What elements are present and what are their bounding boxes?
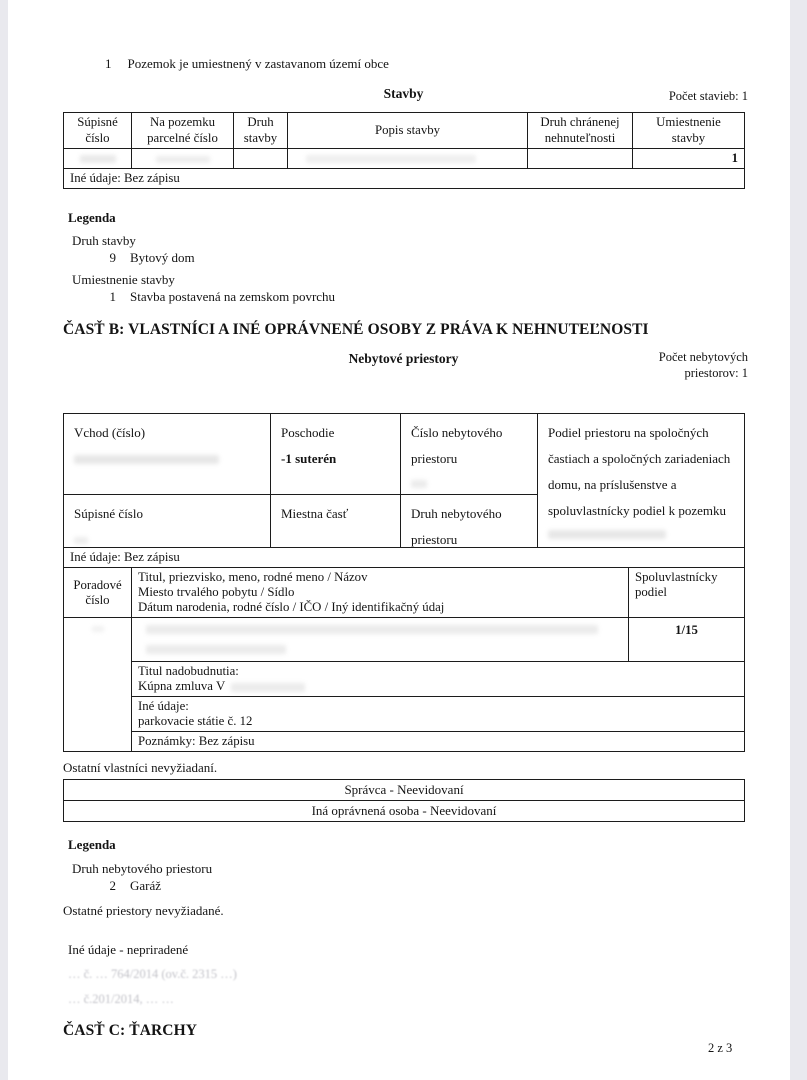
col-umiestnenie-stavby: Umiestnenie stavby <box>633 113 745 149</box>
unassigned-faded-line1: … č. … 764/2014 (ov.č. 2315 …) <box>68 967 237 981</box>
owner-header-line3: Dátum narodenia, rodné číslo / IČO / Iný identifikačný údaj <box>138 600 445 615</box>
unassigned-label: Iné údaje - nepriradené <box>68 942 189 957</box>
redacted-text <box>231 683 305 692</box>
col-spoluvlastnicky-podiel: Spoluvlastnícky podiel <box>629 568 745 618</box>
nebytove-title: Nebytové priestory <box>348 351 459 366</box>
titul-label: Titul nadobudnutia: <box>138 664 239 679</box>
owner-row <box>64 618 745 662</box>
stavby-count: Počet stavieb: 1 <box>668 89 748 103</box>
vchod-label: Vchod (číslo) <box>74 425 146 440</box>
redacted-text <box>548 530 666 539</box>
col-druh-chranenej: Druh chránenej nehnuteľnosti <box>528 113 633 149</box>
cell-supisne-redacted <box>64 149 132 169</box>
col-druh-stavby: Druh stavby <box>234 113 288 149</box>
col-parcelne-cislo: Na pozemku parcelné číslo <box>132 113 234 149</box>
intro-text: Pozemok je umiestnený v zastavanom území obce <box>127 56 389 71</box>
intro-line <box>105 56 389 73</box>
cell-parcelne-redacted <box>132 149 234 169</box>
legend1-group2-item <box>106 289 335 306</box>
titul-nadobudnutia-cell <box>132 662 745 697</box>
document-page <box>8 0 790 1080</box>
legend1-title: Legenda <box>68 210 116 225</box>
part-b-heading: ČASŤ B: VLASTNÍCI A INÉ OPRÁVNENÉ OSOBY Z PRÁVA K NEHNUTEĽNOSTI <box>63 321 649 338</box>
titul-value-prefix: Kúpna zmluva V <box>138 679 226 694</box>
spravca-table <box>63 779 745 822</box>
stavby-ine-udaje-row <box>64 169 745 189</box>
ina-osoba-row: Iná oprávnená osoba - Neevidovaní <box>64 801 745 822</box>
cislo-priestoru-cell <box>401 414 538 495</box>
col-popis-stavby: Popis stavby <box>288 113 528 149</box>
owner-header-line1: Titul, priezvisko, meno, rodné meno / Názov <box>138 570 368 584</box>
owner-podiel-value: 1/15 <box>629 618 745 662</box>
legend2-item <box>106 878 161 895</box>
cell-druh-redacted <box>234 149 288 169</box>
legend1-group1-label: Druh stavby <box>72 233 136 248</box>
redacted-text <box>146 625 598 634</box>
cell-popis-redacted <box>288 149 528 169</box>
legend1-group1-item <box>106 250 195 267</box>
poradove-cislo-cell <box>64 618 132 752</box>
legend2-group-label: Druh nebytového priestoru <box>72 861 213 876</box>
poschodie-label: Poschodie <box>281 425 335 440</box>
redacted-text <box>74 455 219 464</box>
owner-ine-udaje-value: parkovacie státie č. 12 <box>138 714 253 729</box>
ostatne-priestory-note: Ostatné priestory nevyžiadané. <box>63 903 224 918</box>
redacted-text <box>146 645 286 654</box>
stavby-table-header <box>64 113 745 149</box>
druh-priestoru-label: Druh nebytového priestoru <box>411 506 502 547</box>
redacted-text <box>411 480 427 488</box>
stavby-table <box>63 112 745 189</box>
unit-ine-udaje: Iné údaje: Bez zápisu <box>64 548 745 568</box>
legend1-group2-label: Umiestnenie stavby <box>72 272 175 287</box>
miestna-label: Miestna časť <box>281 506 349 521</box>
legend-code: 1 <box>109 289 116 304</box>
legend-code: 9 <box>109 250 116 265</box>
unassigned-faded-line2: … č.201/2014, … … <box>68 992 174 1006</box>
part-c-heading: ČASŤ C: ŤARCHY <box>63 1022 198 1039</box>
owners-table <box>63 547 745 752</box>
col-poradove-cislo: Poradové číslo <box>64 568 132 618</box>
legend-text: Garáž <box>130 878 162 893</box>
owner-ine-udaje-label: Iné údaje: <box>138 699 189 714</box>
titul-value <box>138 679 738 694</box>
poschodie-value: -1 suterén <box>281 451 337 466</box>
vchod-cell <box>64 414 271 495</box>
owner-header-line2: Miesto trvalého pobytu / Sídlo <box>138 585 295 600</box>
podiel-label: Podiel priestoru na spoločných častiach a spoločných zariadeniach domu, na príslušenstve a spoluvlastnícky podiel k pozemku <box>548 425 731 518</box>
cell-umiestnenie-value: 1 <box>633 149 745 169</box>
nebytove-count: Počet nebytových priestorov: 1 <box>658 350 748 381</box>
legend-text: Stavba postavená na zemskom povrchu <box>130 289 336 304</box>
owner-identity-redacted <box>132 618 629 662</box>
supisne-label: Súpisné číslo <box>74 506 143 521</box>
legend2-title: Legenda <box>68 837 116 852</box>
intro-code: 1 <box>105 56 112 71</box>
col-owner-identity <box>132 568 629 618</box>
spravca-row: Správca - Neevidovaní <box>64 780 745 801</box>
poznamky-cell: Poznámky: Bez zápisu <box>132 732 745 752</box>
redacted-text <box>74 537 88 544</box>
page-number: 2 z 3 <box>708 1041 733 1055</box>
col-supisne-cislo: Súpisné číslo <box>64 113 132 149</box>
stavby-ine-udaje: Iné údaje: Bez zápisu <box>64 169 745 189</box>
poschodie-cell <box>271 414 401 495</box>
legend-code: 2 <box>109 878 116 893</box>
stavby-title: Stavby <box>383 86 424 101</box>
legend-text: Bytový dom <box>130 250 195 265</box>
stavby-table-row <box>64 149 745 169</box>
owner-ine-udaje-cell <box>132 697 745 732</box>
cislo-priestoru-label: Číslo nebytového priestoru <box>411 425 503 466</box>
cell-chranene-empty <box>528 149 633 169</box>
ostatni-vlastnici-note: Ostatní vlastníci nevyžiadaní. <box>63 760 218 775</box>
